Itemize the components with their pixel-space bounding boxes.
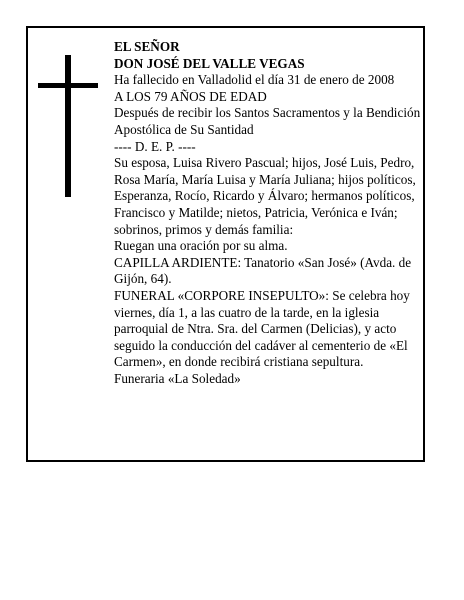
cross-horizontal-bar	[38, 83, 98, 88]
cross-vertical-bar	[65, 55, 71, 197]
cross-icon	[38, 55, 98, 197]
death-statement: Ha fallecido en Valladolid el día 31 de enero de 2008	[114, 72, 395, 88]
deceased-name: DON JOSÉ DEL VALLE VEGAS	[114, 55, 305, 71]
family-paragraph: Su esposa, Luisa Rivero Pascual; hijos, José Luis, Pedro, Rosa María, María Luisa y María Juliana; hijos políticos, Esperanza, Rocío, Ricardo y Álvaro; hermanos políticos, Francisco y Matilde; nietos, Patricia, Verónica e Iván; sobrinos, primos y demás familia:	[114, 155, 416, 237]
funeral-info: FUNERAL «CORPORE INSEPULTO»: Se celebra hoy viernes, día 1, a las cuatro de la tarde, en la iglesia parroquial de Ntra. Sra. del Carmen (Delicias), y acto seguido la conducción del cadáver al cementerio de «El Carmen», en donde recibirá cristiana sepultura.	[114, 287, 410, 370]
age-statement: A LOS 79 AÑOS DE EDAD	[114, 88, 267, 104]
prayer-request: Ruegan una oración por su alma.	[114, 238, 288, 254]
notice-text	[114, 39, 426, 387]
title-line: EL SEÑOR	[114, 39, 180, 54]
funeral-home: Funeraria «La Soledad»	[114, 370, 241, 386]
dep-line: ---- D. E. P. ----	[114, 138, 196, 154]
sacraments-statement: Después de recibir los Santos Sacramentos y la Bendición Apostólica de Su Santidad	[114, 105, 421, 137]
obituary-notice	[26, 26, 425, 462]
chapel-info: CAPILLA ARDIENTE: Tanatorio «San José» (Avda. de Gijón, 64).	[114, 254, 412, 287]
